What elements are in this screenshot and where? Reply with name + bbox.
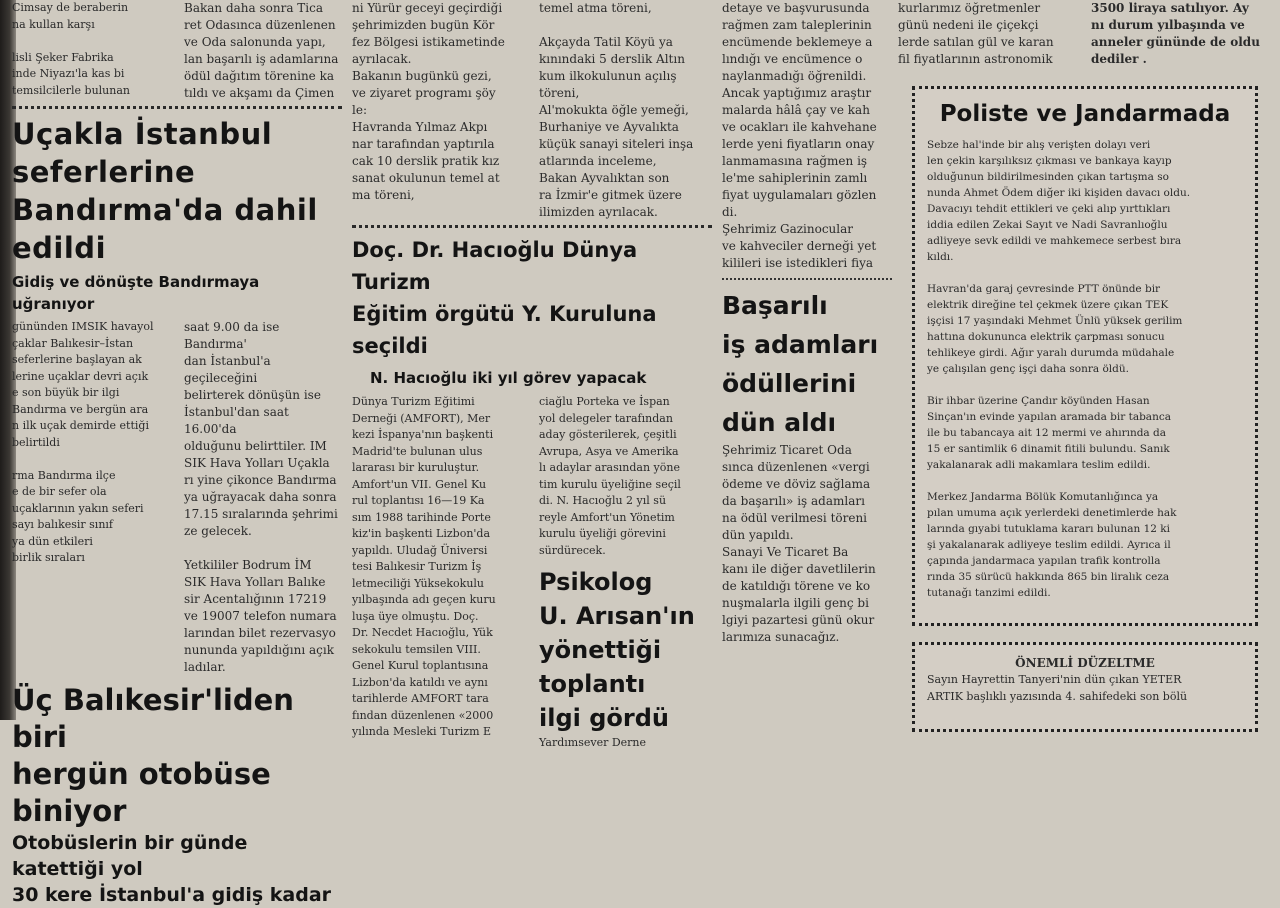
headline-psikolog: Psikolog U. Arısan'ın yönettiği toplantı ilgi gördü: [539, 568, 695, 732]
col1-top-text: [12, 0, 342, 102]
col1-body-left: gününden IMSIK havayol çaklar Balıkesir–İstan seferlerine başlayan ak lerine uçaklar devri açık e son büyük bir ilgi Bandırma ve bergün ara n ilk uçak demirde ettiği belirtildi rma Bandırma ilçe e de bir sefer ola uçaklarının yakın seferi sayı balıkesir sınıf ya dün etkileri birlik sıraları: [12, 320, 154, 564]
box-body-police: Sebze hal'inde bir alış verişten dolayı veri len çekin karşılıksız çıkması ve bankaya kayıp olduğunun bildirilmesinden çıkan tartışma so nunda Ahmet Ödem diğer iki kişiden davacı oldu. Davacıyı tehdit ettikleri ve çeki alıp yırttıkları iddia edilen Zekai Sayıt ve Nadi Savranlıoğlu adliyeye sevk edildi ve mahkemece serbest bıra kıldı. Havran'da garaj çevresinde PTT önünde bir elektrik direğine tel çekmek üzere çıkan TEK işçisi 17 yaşındaki Mehmet Ünlü yüksek gerilim hattına dokununca elektrik çarpması sonucu tehlikeye girdi. Ağır yaralı durumda müdahale ye çalışılan genç işçi daha sonra öldü. Bir ihbar üzerine Çandır köyünden Hasan Sinçan'ın evinde yapılan aramada bir tabanca ile bu tabancaya ait 12 mermi ve ahırında da 15 er santimlik 6 dinamit fitili bulundu. Sanık yakalanarak adli makamlara teslim edildi. Merkez Jandarma Bölük Komutanlığınca ya pılan umuma açık yerlerdeki denetimlerde hak larında gıyabi tutuklama kararı bulunan 12 ki şi yakalanarak adliyeye teslim edildi. Ayrıca il çapında jandarmaca yapılan trafik kontrolla rında 35 sürücü hakkında 865 bin liralık ceza tutanağı tanzimi edildi.: [927, 139, 1191, 599]
subhead-bus-distance: Otobüslerin bir günde katettiği yol 30 kere İstanbul'a gidiş kadar: [12, 832, 332, 906]
col4-top-text: [898, 0, 1270, 68]
col2-top-text: [352, 0, 712, 221]
headline-hacioglu: Doç. Dr. Hacıoğlu Dünya Turizm Eğitim örgütü Y. Kuruluna seçildi: [352, 238, 657, 358]
column-3: [722, 0, 892, 720]
divider: [352, 225, 712, 228]
box-body-correction: Sayın Hayrettin Tanyeri'nin dün çıkan YETER ARTIK başlıklı yazısında 4. sahifedeki son bölü: [927, 673, 1188, 703]
police-news-box: [912, 86, 1258, 626]
headline-bus-riders: Üç Balıkesir'liden biri hergün otobüse biniyor: [12, 683, 294, 828]
col4-top-right: 3500 liraya satılıyor. Ay nı durum yılbaşında ve anneler gününde de oldu dediler .: [1091, 1, 1260, 66]
correction-box: [912, 642, 1258, 732]
box-title-correction: ÖNEMLİ DÜZELTME: [1015, 656, 1155, 670]
col2-body: [352, 394, 712, 752]
col4-top-left: kurlarımız öğretmenler günü nedeni ile çiçekçi lerde satılan gül ve karan fil fiyatlarının astronomik: [898, 1, 1054, 66]
col1-body-right: saat 9.00 da ise Bandırma' dan İstanbul'a geçileceğini belirterek dönüşün ise İstanbul'dan saat 16.00'da olduğunu belirttiler. IM SIK Hava Yolları Uçakla rı yine çikonce Bandırma ya uğrayacak daha sonra 17.15 sıralarında şehrimi ze gelecek. Yetkililer Bodrum İM SIK Hava Yolları Balıke sir Acentalığının 17219 ve 19007 telefon numara larından bilet rezervasyo nununda yapıldığını açık ladılar.: [184, 320, 338, 674]
col1-top-left: Cimsay de beraberin na kullan karşı lisli Şeker Fabrika inde Niyazı'la kas bi temsilcilerle bulunan: [12, 1, 130, 97]
col2-tail: Yardımsever Derne: [539, 736, 647, 749]
subhead-bandirma: Gidiş ve dönüşte Bandırmaya uğranıyor: [12, 273, 260, 313]
col1-body: [12, 319, 342, 676]
column-2: [352, 0, 712, 749]
col3-body: Şehrimiz Ticaret Oda sınca düzenlenen «vergi ödeme ve döviz sağlama da başarılı» iş adamları na ödül verilmesi töreni dün yapıldı. Sanayi Ve Ticaret Ba kanı ile diğer davetlilerin de katıldığı törene ve ko nuşmalarla ilgili genç bi lgiyi pazartesi günü okur larımıza sunacağız.: [722, 443, 876, 644]
column-1: [12, 0, 342, 906]
divider: [12, 106, 342, 109]
headline-istanbul-flights: Uçakla İstanbul seferlerine Bandırma'da dahil edildi: [12, 117, 318, 265]
divider: [722, 278, 892, 280]
headline-business-awards: Başarılı iş adamları ödüllerini dün aldı: [722, 291, 879, 437]
col3-top-text: detaye ve başvurusunda rağmen zam taleplerinin encümende beklemeye a lındığı ve encümence o naylanmadığı öğrenildi. Ancak yaptığımız araştır malarda hâlâ çay ve kah ve ocakları ile kahvehane lerde yeni fiyatların onay lanmamasına rağmen iş le'me sahiplerinin zamlı fiyat uygulamaları gözlen di. Şehrimiz Gazinocular ve kahveciler derneği yet kilileri ise istedikleri fiya: [722, 1, 877, 270]
box-title-police: Poliste ve Jandarmada: [939, 101, 1231, 127]
col2-body-right: ciağlu Porteka ve İspan yol delegeler tarafından aday gösterilerek, çeşitli Avrupa, Asya ve Amerika lı adaylar arasından yöne tim kurulu üyeliğine seçil di. N. Hacıoğlu 2 yıl sü reyle Amfort'un Yönetim kurulu üyeliği görevini sürdürecek.: [539, 395, 681, 557]
col1-top-right: Bakan daha sonra Tica ret Odasınca düzenlenen ve Oda salonunda yapı, lan başarılı iş adamlarına ödül dağıtım törenine ka tıldı ve akşamı da Çimen: [184, 1, 339, 100]
col2-top-left: ni Yürür geceyi geçirdiği şehrimizden bugün Kör fez Bölgesi istikametinde ayrılacak. Bakanın bugünkü gezi, ve ziyaret programı şöy le: Havranda Yılmaz Akpı nar tarafından yaptırıla cak 10 derslik pratik kız sanat okulunun temel at ma töreni,: [352, 1, 505, 202]
col2-top-right: temel atma töreni, Akçayda Tatil Köyü ya kınındaki 5 derslik Altın kum ilkokulunun açılış töreni, Al'mokukta öğle yemeği, Burhaniye ve Ayvalıkta küçük sanayi siteleri inşa atlarında inceleme, Bakan Ayvalıktan son ra İzmir'e gitmek üzere ilimizden ayrılacak.: [539, 1, 694, 219]
col2-body-left: Dünya Turizm Eğitimi Derneği (AMFORT), Mer kezi İspanya'nın başkenti Madrid'te bulunan ulus lararası bir kuruluştur. Amfort'un VII. Genel Ku rul toplantısı 16—19 Ka sım 1988 tarihinde Porte kiz'in başkenti Lizbon'da yapıldı. Uludağ Üniversi tesi Balıkesir Turizm İş letmeciliği Yüksekokulu yılbaşında adı geçen kuru luşa üye olmuştu. Doç. Dr. Necdet Hacıoğlu, Yük sekokulu temsilen VIII. Genel Kurul toplantısına Lizbon'da katıldı ve aynı tarihlerde AMFORT tara fından düzenlenen «2000 yılında Mesleki Turizm E: [352, 395, 496, 738]
subhead-hacioglu: N. Hacıoğlu iki yıl görev yapacak: [370, 369, 647, 387]
